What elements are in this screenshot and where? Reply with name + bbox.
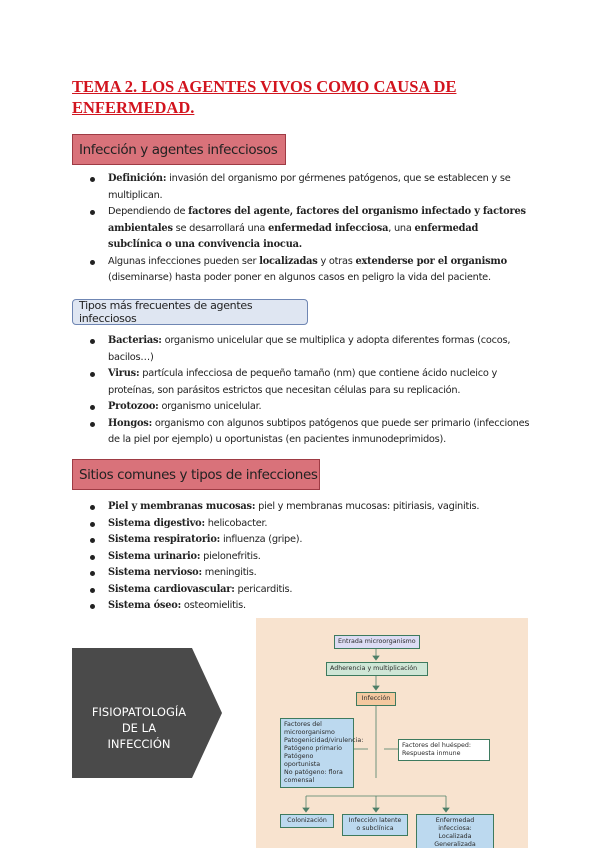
list-item: Virus: partícula infecciosa de pequeño tamaño (nm) que contiene ácido nucleico y proteínas, son parásitos estrictos que necesitan células para su replicación. [90,366,530,399]
list-item: Sistema óseo: osteomielitis. [90,598,530,615]
flowchart-panel [256,618,528,848]
node-infeccion: Infección [356,692,396,706]
figure-title: FISIOPATOLOGÍA DE LA INFECCIÓN [91,705,187,751]
node-enfermedad-infecciosa: Enfermedad infecciosa: Localizada Generalizada [416,814,494,848]
section-heading-sitios: Sitios comunes y tipos de infecciones [72,459,320,490]
section-heading-infeccion: Infección y agentes infecciosos [72,134,286,165]
fisiopatologia-figure [72,618,528,848]
list-item: Sistema nervioso: meningitis. [90,565,530,582]
node-infeccion-latente: Infección latente o subclínica [342,814,408,836]
list-item: Sistema cardiovascular: pericarditis. [90,582,530,599]
list-item: Definición: invasión del organismo por gérmenes patógenos, que se establecen y se multiplican. [90,171,530,204]
node-factores-huesped: Factores del huésped: Respuesta inmune [398,739,490,761]
list-item: Sistema respiratorio: influenza (gripe). [90,532,530,549]
list-item: Dependiendo de factores del agente, factores del organismo infectado y factores ambientales se desarrollará una enfermedad infecciosa, una enfermedad subclínica o una convivencia inocua. [90,204,530,254]
node-factores-microorganismo: Factores del microorganismo Patogenicidad/virulencia: Patógeno primario Patógeno oportunista No patógeno: flora comensal [280,718,354,788]
list-item: Sistema urinario: pielonefritis. [90,549,530,566]
figure-title-panel [72,618,256,848]
list-item: Algunas infecciones pueden ser localizadas y otras extenderse por el organismo (diseminarse) hasta poder poner en algunos casos en peligro la vida del paciente. [90,254,530,287]
node-entrada: Entrada microorganismo [334,635,420,649]
list-item: Piel y membranas mucosas: piel y membranas mucosas: pitiriasis, vaginitis. [90,499,530,516]
list-tipos [90,333,530,449]
page-title: TEMA 2. LOS AGENTES VIVOS COMO CAUSA DE ENFERMEDAD. [72,77,457,117]
list-item: Bacterias: organismo unicelular que se multiplica y adopta diferentes formas (cocos, bacilos…) [90,333,530,366]
list-item: Protozoo: organismo unicelular. [90,399,530,416]
node-colonizacion: Colonización [280,814,334,828]
node-adherencia: Adherencia y multiplicación [326,662,428,676]
list-sitios [90,499,530,615]
list-infeccion [90,171,530,287]
list-item: Sistema digestivo: helicobacter. [90,516,530,533]
section-heading-tipos: Tipos más frecuentes de agentes infecciosos [72,299,308,325]
list-item: Hongos: organismo con algunos subtipos patógenos que puede ser primario (infecciones de la piel por ejemplo) u oportunistas (en pacientes inmunodeprimidos). [90,416,530,449]
